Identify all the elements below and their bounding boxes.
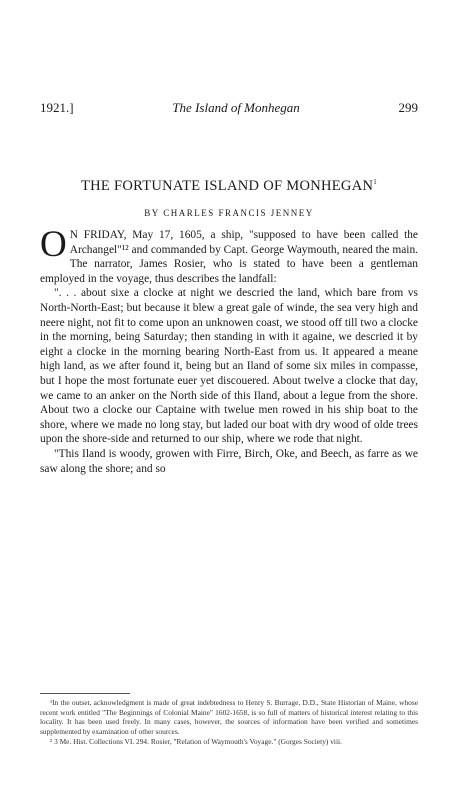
article-body bbox=[40, 224, 418, 476]
footnote-2: ² 3 Me. Hist. Collections VI. 294. Rosier, "Relation of Waymouth's Voyage." (Gorges Society) viii. bbox=[50, 737, 342, 746]
paragraph-2: ". . . about sixe a clocke at night we descried the land, which bare from vs North-North-East; but because it blew a great gale of winde, the sea very high and neere night, not fit to come upon an unknowen coast, we stood off till two a clocke in the morning, being Saturday; then standing in with it againe, we descried it by eight a clocke in the morning bearing North-East from us. It appeared a meane high land, as we after found it, being but an Iland of some six miles in compasse, but I hope the most fortunate euer yet discouered. About twelve a clocke that day, we came to an anker on the North side of this Iland, about a legue from the shore. About two a clocke our Captaine with twelue men rowed in his ship boat to the shore, where we made no long stay, but laded our boat with dry wood of olde trees upon the shore-side and returned to our ship, where we rode that night. bbox=[40, 287, 418, 446]
footnotes bbox=[40, 698, 418, 748]
page-number: 299 bbox=[398, 100, 418, 115]
article-title-text: THE FORTUNATE ISLAND OF MONHEGAN bbox=[80, 178, 374, 194]
paragraph-3: "This Iland is woody, growen with Firre, Birch, Oke, and Beech, as farre as we saw along the shore; and so bbox=[40, 447, 418, 475]
byline: BY CHARLES FRANCIS JENNEY bbox=[144, 208, 314, 218]
paragraph-1-text: N FRIDAY, May 17, 1605, a ship, "supposed to have been called the Archangel"¹² and commanded by Capt. George Waymouth, neared the main. The narrator, James Rosier, who is stated to have been a gentleman employed in the voyage, thus describes the landfall: bbox=[40, 229, 418, 285]
footnote-1: ¹In the outset, acknowledgment is made of great indebtedness to Henry S. Burrage, D.D., State Historian of Maine, whose recent work entitled "The Beginnings of Colonial Maine" 1602-1658, is so full of matters of historical interest relating to this locality. It has been used freely. In many cases, however, the sources of information have been verified and sometimes supplemented by examination of other sources. bbox=[40, 698, 418, 736]
paragraph-1 bbox=[40, 224, 418, 286]
drop-cap: O bbox=[40, 224, 67, 265]
title-footnote-marker: 1 bbox=[373, 178, 378, 186]
running-title: The Island of Monhegan bbox=[172, 100, 300, 115]
header-year: 1921.] bbox=[40, 100, 74, 115]
footnote-divider bbox=[40, 693, 130, 694]
article-title bbox=[38, 178, 420, 195]
running-header bbox=[40, 100, 418, 116]
